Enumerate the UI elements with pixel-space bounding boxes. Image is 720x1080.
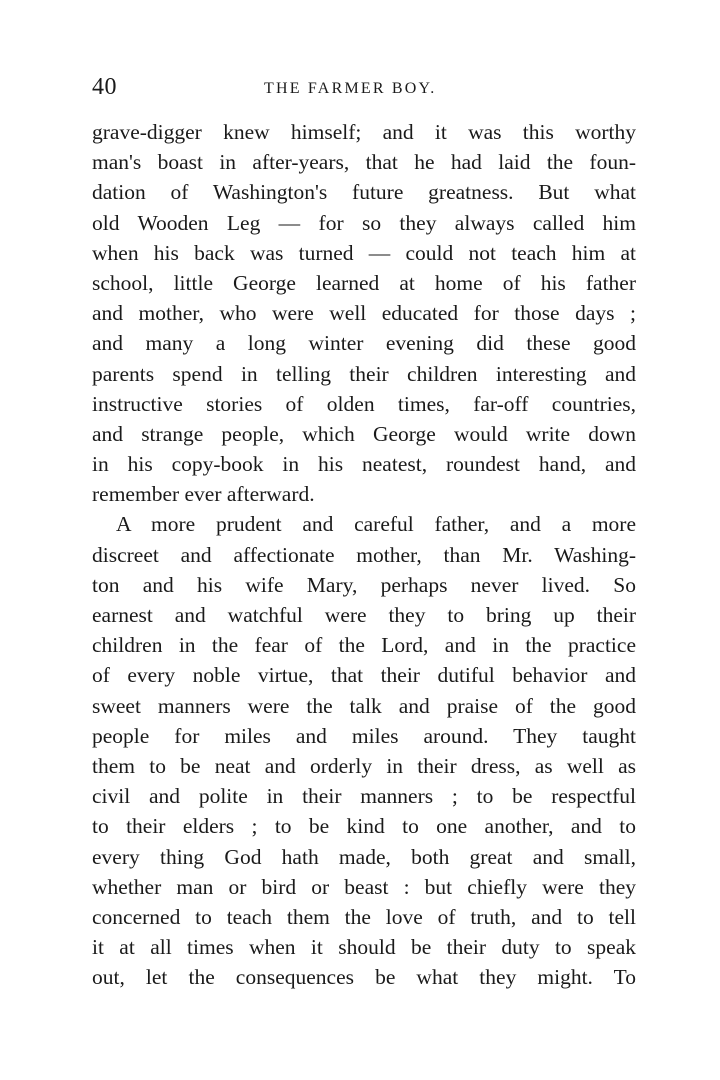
text-line: every thing God hath made, both great and small, [92,844,636,869]
text-line: children in the fear of the Lord, and in the practice [92,633,636,658]
text-line: ton and his wife Mary, perhaps never lived. So [92,572,636,597]
text-line: when his back was turned — could not teach him at [92,240,636,265]
text-line: earnest and watchful were they to bring up their [92,603,636,627]
text-line: civil and polite in their manners ; to be respectful [92,784,636,809]
text-line: out, let the consequences be what they might. To [92,965,636,990]
text-line: people for miles and miles around. They taught [92,723,636,748]
paragraph-end-line: remember ever afterward. [92,482,315,507]
body-text [92,117,636,992]
text-line: of every noble virtue, that their dutiful behavior and [92,663,636,688]
text-line: and many a long winter evening did these good [92,331,636,356]
text-line: parents spend in telling their children interesting and [92,361,636,386]
text-line: whether man or bird or beast : but chiefly were they [92,874,636,899]
text-line: and strange people, which George would write down [92,421,636,446]
text-line: discreet and affectionate mother, than Mr. Washing- [92,542,636,567]
text-line: in his copy-book in his neatest, roundest hand, and [92,452,636,477]
page-number: 40 [92,74,117,100]
text-line: old Wooden Leg — for so they always called him [92,210,636,235]
text-line: school, little George learned at home of his father [92,270,636,295]
text-line: to their elders ; to be kind to one another, and to [92,814,636,839]
running-head [0,72,720,102]
text-line: grave-digger knew himself; and it was this worthy [92,120,636,144]
text-line: them to be neat and orderly in their dress, as well as [92,753,636,778]
text-line: sweet manners were the talk and praise of the good [92,693,636,718]
text-line: man's boast in after-years, that he had laid the foun- [92,150,636,175]
text-line: it at all times when it should be their duty to speak [92,935,636,960]
paragraph-start-line: A more prudent and careful father, and a more [116,512,636,537]
text-line: dation of Washington's future greatness. But what [92,180,636,205]
text-line: concerned to teach them the love of truth, and to tell [92,904,636,929]
text-line: and mother, who were well educated for those days ; [92,301,636,326]
running-title: THE FARMER BOY. [264,80,437,97]
text-line: instructive stories of olden times, far-off countries, [92,391,636,416]
